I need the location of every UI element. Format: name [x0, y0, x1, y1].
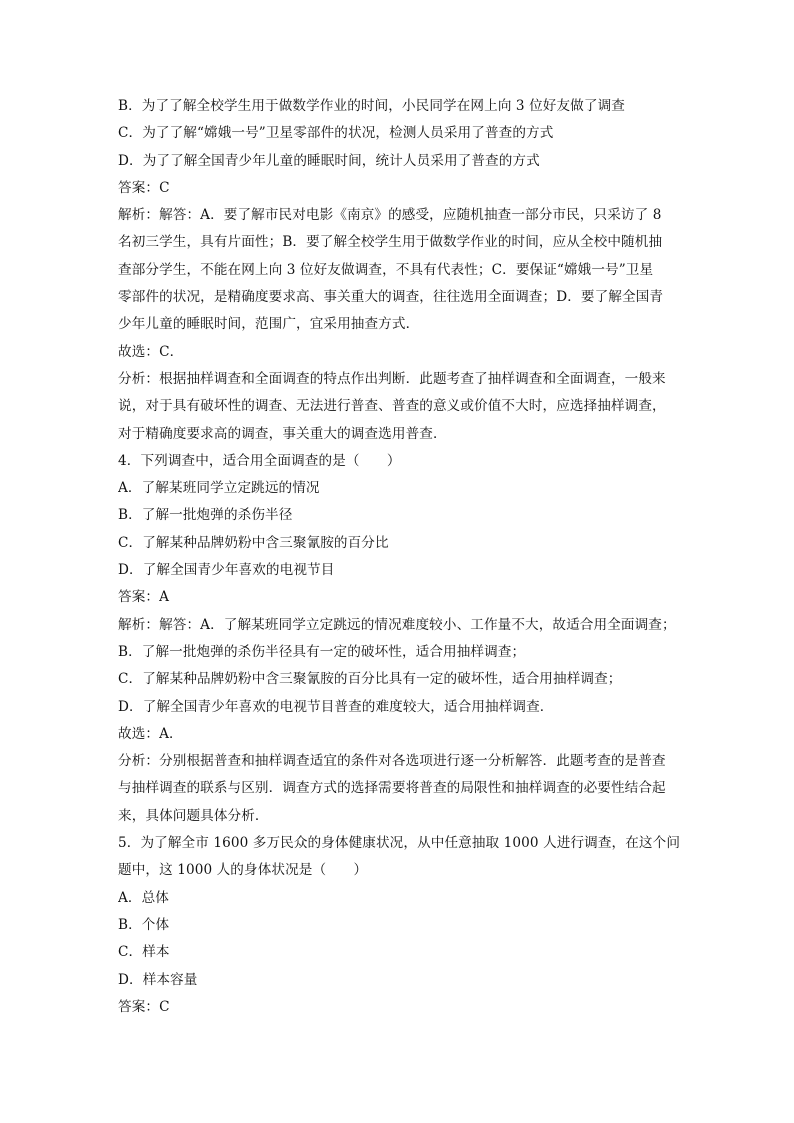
option-d-q5: D．样本容量 — [118, 971, 198, 988]
answer-q3: 答案：C — [118, 179, 170, 196]
explanation-q4-line4: D．了解全国青少年喜欢的电视节目普查的难度较大，适合用抽样调查． — [118, 698, 554, 715]
option-d-q3: D．为了了解全国青少年儿童的睡眠时间，统计人员采用了普查的方式 — [118, 152, 540, 169]
explanation-q3-line2: 名初三学生，具有片面性；B．要了解全校学生用于做数学作业的时间，应从全校中随机抽 — [118, 234, 663, 251]
explanation-q4-line2: B．了解一批炮弹的杀伤半径具有一定的破坏性，适合用抽样调查； — [118, 643, 526, 660]
analysis-q3-line3: 对于精确度要求高的调查，事关重大的调查选用普查． — [118, 425, 447, 442]
option-b-q5: B．个体 — [118, 916, 170, 933]
explanation-q3-line5: 少年儿童的睡眠时间，范围广，宜采用抽查方式． — [118, 316, 420, 333]
question-5-line1: 5．为了解全市 1600 多万民众的身体健康状况，从中任意抽取 1000 人进行调查，在这个问 — [118, 835, 680, 852]
option-c-q3: C．为了了解“嫦娥一号”卫星零部件的状况，检测人员采用了普查的方式 — [118, 125, 554, 142]
explanation-q3-line1: 解析：解答：A．要了解市民对电影《南京》的感受，应随机抽查一部分市民，只采访了 8 — [118, 207, 662, 224]
option-b-q4: B．了解一批炮弹的杀伤半径 — [118, 507, 293, 524]
analysis-q3-line2: 说，对于具有破坏性的调查、无法进行普查、普查的意义或价值不大时，应选择抽样调查， — [118, 398, 666, 415]
option-a-q4: A．了解某班同学立定跳远的情况 — [118, 480, 320, 497]
analysis-q4-line3: 来，具体问题具体分析． — [118, 807, 269, 824]
option-c-q5: C．样本 — [118, 944, 170, 961]
analysis-q3-line1: 分析：根据抽样调查和全面调查的特点作出判断．此题考查了抽样调查和全面调查，一般来 — [118, 370, 666, 387]
question-4: 4．下列调查中，适合用全面调查的是（ ） — [118, 452, 401, 469]
explanation-q3-line4: 零部件的状况，是精确度要求高、事关重大的调查，往往选用全面调查；D．要了解全国青 — [118, 289, 664, 306]
answer-q4: 答案：A — [118, 589, 169, 606]
option-b-q3: B．为了了解全校学生用于做数学作业的时间，小民同学在网上向 3 位好友做了调查 — [118, 98, 625, 114]
document-body — [118, 93, 680, 1021]
analysis-q4-line1: 分析：分别根据普查和抽样调查适宜的条件对各选项进行逐一分析解答．此题考查的是普查 — [118, 753, 666, 770]
question-5-line2: 题中，这 1000 人的身体状况是（ ） — [118, 862, 368, 879]
choice-q4: 故选：A． — [118, 725, 183, 742]
option-c-q4: C．了解某种品牌奶粉中含三聚氰胺的百分比 — [118, 534, 389, 551]
choice-q3: 故选：C． — [118, 343, 184, 360]
option-a-q5: A．总体 — [118, 889, 169, 906]
explanation-q3-line3: 查部分学生，不能在网上向 3 位好友做调查，不具有代表性；C．要保证“嫦娥一号”卫星 — [118, 261, 654, 278]
analysis-q4-line2: 与抽样调查的联系与区别．调查方式的选择需要将普查的局限性和抽样调查的必要性结合起 — [118, 780, 666, 797]
explanation-q4-line3: C．了解某种品牌奶粉中含三聚氰胺的百分比具有一定的破坏性，适合用抽样调查； — [118, 671, 622, 688]
explanation-q4-line1: 解析：解答：A．了解某班同学立定跳远的情况难度较小、工作量不大，故适合用全面调查； — [118, 616, 676, 633]
option-d-q4: D．了解全国青少年喜欢的电视节目 — [118, 562, 335, 579]
answer-q5: 答案：C — [118, 998, 170, 1015]
